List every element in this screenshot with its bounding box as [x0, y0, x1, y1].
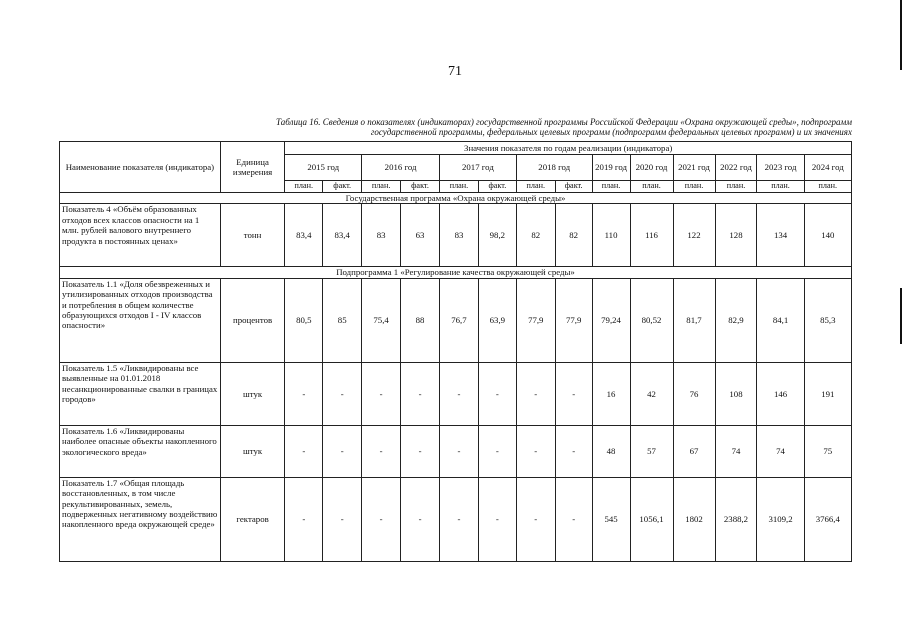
table-row: [60, 362, 852, 425]
value-cell: 75: [804, 425, 851, 477]
value-cell: 3766,4: [804, 477, 851, 561]
value-cell: 116: [630, 204, 673, 267]
value-cell: -: [285, 362, 323, 425]
value-cell: 76,7: [440, 278, 479, 362]
value-cell: -: [516, 362, 555, 425]
value-cell: 122: [673, 204, 715, 267]
subheader-plan: план.: [516, 181, 555, 193]
value-cell: 88: [401, 278, 440, 362]
value-cell: 85,3: [804, 278, 851, 362]
value-cell: 80,5: [285, 278, 323, 362]
indicator-unit: штук: [220, 362, 285, 425]
value-cell: 545: [592, 477, 630, 561]
subheader-fact: факт.: [555, 181, 592, 193]
value-cell: -: [401, 477, 440, 561]
subheader-plan: план.: [757, 181, 804, 193]
header-year: 2016 год: [362, 155, 440, 181]
table-row: [60, 477, 852, 561]
value-cell: 57: [630, 425, 673, 477]
value-cell: 140: [804, 204, 851, 267]
value-cell: -: [478, 362, 516, 425]
value-cell: 3109,2: [757, 477, 804, 561]
value-cell: 75,4: [362, 278, 401, 362]
indicator-unit: штук: [220, 425, 285, 477]
subheader-plan: план.: [592, 181, 630, 193]
header-year: 2019 год: [592, 155, 630, 181]
scan-edge-mark: [900, 288, 902, 344]
section-title: Государственная программа «Охрана окружающей среды»: [60, 193, 852, 204]
indicators-table: [59, 141, 852, 562]
value-cell: 85: [323, 278, 362, 362]
value-cell: 74: [757, 425, 804, 477]
caption-line-2: государственной программы, федеральных целевых программ (подпрограмм федеральных целевых программ) и их значениях: [370, 127, 852, 137]
value-cell: -: [555, 362, 592, 425]
value-cell: 1802: [673, 477, 715, 561]
value-cell: 191: [804, 362, 851, 425]
scan-edge-mark-top: [900, 0, 902, 70]
value-cell: 67: [673, 425, 715, 477]
value-cell: 98,2: [478, 204, 516, 267]
header-year: 2021 год: [673, 155, 715, 181]
subheader-plan: план.: [630, 181, 673, 193]
value-cell: 80,52: [630, 278, 673, 362]
header-name: Наименование показателя (индикатора): [60, 142, 221, 193]
subheader-fact: факт.: [478, 181, 516, 193]
value-cell: -: [285, 425, 323, 477]
header-year: 2022 год: [715, 155, 757, 181]
value-cell: 83: [440, 204, 479, 267]
value-cell: -: [478, 425, 516, 477]
page-number: 71: [448, 64, 462, 79]
value-cell: 83: [362, 204, 401, 267]
value-cell: 76: [673, 362, 715, 425]
subheader-fact: факт.: [401, 181, 440, 193]
value-cell: 2388,2: [715, 477, 757, 561]
value-cell: -: [323, 425, 362, 477]
table-row: [60, 425, 852, 477]
value-cell: -: [362, 477, 401, 561]
subheader-plan: план.: [440, 181, 479, 193]
header-year: 2020 год: [630, 155, 673, 181]
value-cell: 74: [715, 425, 757, 477]
value-cell: 83,4: [285, 204, 323, 267]
value-cell: -: [285, 477, 323, 561]
value-cell: -: [555, 477, 592, 561]
value-cell: 63,9: [478, 278, 516, 362]
subheader-plan: план.: [715, 181, 757, 193]
value-cell: 82: [516, 204, 555, 267]
header-year: 2023 год: [757, 155, 804, 181]
value-cell: 146: [757, 362, 804, 425]
value-cell: 84,1: [757, 278, 804, 362]
value-cell: 81,7: [673, 278, 715, 362]
header-year: 2018 год: [516, 155, 592, 181]
indicator-name: Показатель 4 «Объём образованных отходов всех классов опасности на 1 млн. рублей валового внутреннего продукта в постоянных ценах»: [60, 204, 221, 267]
subheader-plan: план.: [673, 181, 715, 193]
table-caption: [150, 117, 852, 137]
value-cell: -: [478, 477, 516, 561]
value-cell: -: [323, 477, 362, 561]
value-cell: -: [516, 477, 555, 561]
value-cell: -: [362, 362, 401, 425]
value-cell: -: [440, 362, 479, 425]
value-cell: 77,9: [516, 278, 555, 362]
value-cell: 82: [555, 204, 592, 267]
header-values-group: Значения показателя по годам реализации (индикатора): [285, 142, 852, 155]
value-cell: -: [401, 362, 440, 425]
value-cell: 79,24: [592, 278, 630, 362]
indicator-unit: процентов: [220, 278, 285, 362]
indicator-name: Показатель 1.7 «Общая площадь восстановленных, в том числе рекультивированных, земель, подверженных негативному воздействию накопленного вреда окружающей среде»: [60, 477, 221, 561]
value-cell: 1056,1: [630, 477, 673, 561]
value-cell: 134: [757, 204, 804, 267]
subheader-plan: план.: [285, 181, 323, 193]
indicator-name: Показатель 1.1 «Доля обезвреженных и утилизированных отходов производства и потребления в общем количестве образующихся отходов I - IV классов опасности»: [60, 278, 221, 362]
subheader-plan: план.: [804, 181, 851, 193]
value-cell: 110: [592, 204, 630, 267]
header-year: 2024 год: [804, 155, 851, 181]
value-cell: -: [401, 425, 440, 477]
value-cell: 63: [401, 204, 440, 267]
caption-line-1: Таблица 16. Сведения о показателях (индикаторах) государственной программы Российской Федерации «Охрана окружающей среды», подпрограмм: [276, 117, 852, 127]
value-cell: 128: [715, 204, 757, 267]
indicator-name: Показатель 1.6 «Ликвидированы наиболее опасные объекты накопленного экологического вреда»: [60, 425, 221, 477]
value-cell: -: [516, 425, 555, 477]
value-cell: 82,9: [715, 278, 757, 362]
indicator-unit: тонн: [220, 204, 285, 267]
indicator-name: Показатель 1.5 «Ликвидированы все выявленные на 01.01.2018 несанкционированные свалки в границах городов»: [60, 362, 221, 425]
section-title: Подпрограмма 1 «Регулирование качества окружающей среды»: [60, 267, 852, 278]
value-cell: 83,4: [323, 204, 362, 267]
value-cell: 48: [592, 425, 630, 477]
subheader-fact: факт.: [323, 181, 362, 193]
value-cell: -: [440, 425, 479, 477]
indicator-unit: гектаров: [220, 477, 285, 561]
subheader-plan: план.: [362, 181, 401, 193]
table-row: [60, 204, 852, 267]
value-cell: 42: [630, 362, 673, 425]
value-cell: 108: [715, 362, 757, 425]
value-cell: -: [323, 362, 362, 425]
value-cell: -: [555, 425, 592, 477]
value-cell: -: [362, 425, 401, 477]
header-year: 2015 год: [285, 155, 362, 181]
value-cell: -: [440, 477, 479, 561]
value-cell: 16: [592, 362, 630, 425]
value-cell: 77,9: [555, 278, 592, 362]
header-unit: Единица измерения: [220, 142, 285, 193]
header-year: 2017 год: [440, 155, 517, 181]
table-row: [60, 278, 852, 362]
